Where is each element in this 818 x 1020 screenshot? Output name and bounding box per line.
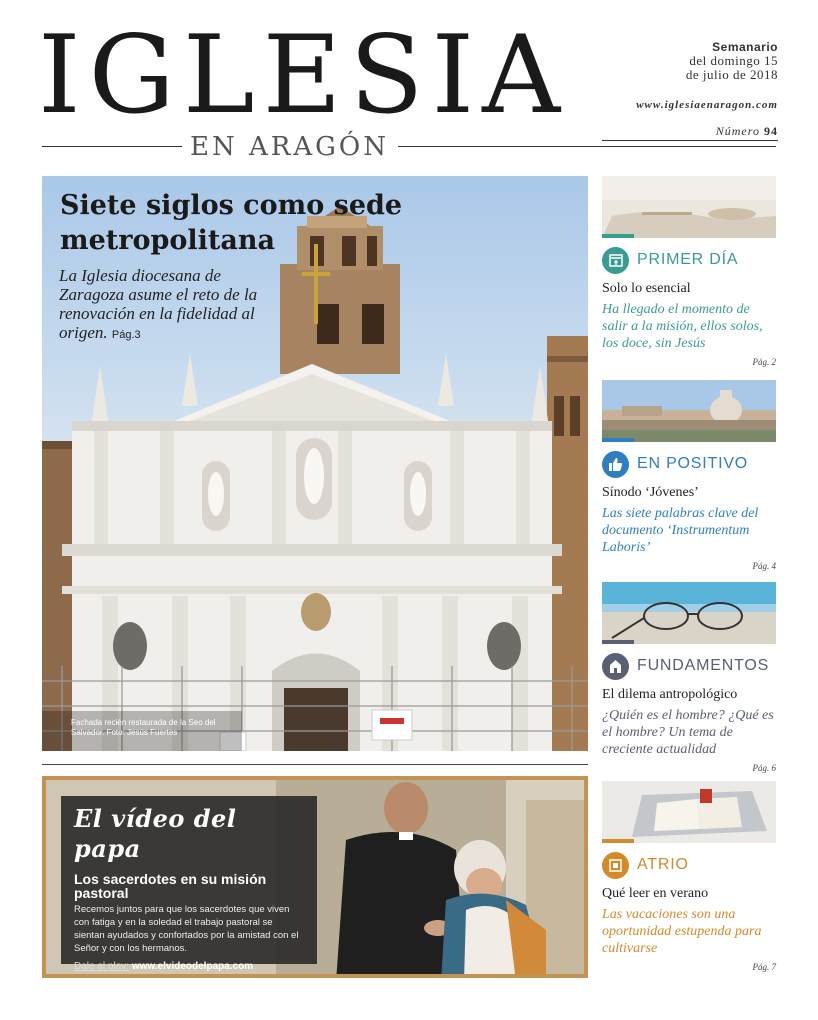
sidebar-section-title: ATRIO <box>637 856 689 873</box>
papa-title: El vídeo del papa <box>74 804 237 863</box>
cover-story[interactable] <box>42 176 588 751</box>
sidebar-item-en-positivo[interactable] <box>602 380 776 571</box>
papa-headline: Los sacerdotes en su misión pastoral <box>74 871 267 901</box>
sidebar-kicker: Solo lo esencial <box>602 281 691 296</box>
sidebar-dek[interactable]: Las vacaciones son una oportunidad estupenda para cultivarse <box>602 907 762 956</box>
issue-date-line1: del domingo 15 <box>689 53 778 68</box>
sidebar-thumbnail <box>602 176 776 238</box>
masthead-title: IGLESIA <box>38 13 569 138</box>
papa-play-label: Dale al play: <box>74 961 130 972</box>
sidebar-header <box>602 450 776 478</box>
cover-lede <box>59 266 259 345</box>
church-icon <box>602 653 629 680</box>
issue-number-label: Número <box>715 124 760 138</box>
sidebar-kicker: Sínodo ‘Jóvenes’ <box>602 485 699 500</box>
papa-play-link[interactable]: www.elvideodelpapa.com <box>131 961 254 972</box>
sidebar-page-ref: Pág. 6 <box>752 763 776 773</box>
issue-info <box>636 40 778 111</box>
sidebar-header <box>602 246 776 274</box>
sidebar-kicker: Qué leer en verano <box>602 886 709 901</box>
masthead-subtitle: EN ARAGÓN <box>190 132 389 162</box>
issue-number <box>716 124 778 139</box>
sidebar-tab-accent <box>602 839 634 843</box>
thumbs-up-icon <box>602 451 629 478</box>
masthead-subtitle-row <box>42 132 776 162</box>
sidebar-page-ref: Pág. 2 <box>752 357 776 367</box>
sidebar-page-ref: Pág. 7 <box>752 962 776 972</box>
website-link[interactable]: www.iglesiaenaragon.com <box>636 99 778 111</box>
masthead-rule-left <box>42 146 182 147</box>
photo-caption: Fachada recién restaurada de la Seo del Salvador. Foto: Jesús Fuertes <box>71 718 216 737</box>
masthead-rule-right <box>398 146 776 147</box>
papa-video-promo[interactable] <box>42 776 588 978</box>
sidebar-page-ref: Pág. 4 <box>752 561 776 571</box>
sidebar-dek[interactable]: Ha llegado el momento de salir a la misión, ellos solos, los doce, sin Jesús <box>602 302 763 351</box>
sidebar-thumbnail <box>602 781 776 843</box>
papa-play <box>74 961 304 972</box>
issue-number-value: 94 <box>764 124 778 138</box>
cover-rule <box>42 764 588 765</box>
sidebar-kicker: El dilema antropológico <box>602 687 738 702</box>
cover-headline[interactable]: Siete siglos como sede metropolitana <box>60 190 403 256</box>
sidebar-dek[interactable]: ¿Quién es el hombre? ¿Qué es el hombre? Un tema de creciente actualidad <box>602 708 774 757</box>
sidebar-thumbnail <box>602 582 776 644</box>
sidebar-dek[interactable]: Las siete palabras clave del documento ‘Instrumentum Laboris’ <box>602 506 759 555</box>
frame-icon <box>602 852 629 879</box>
sidebar-tab-accent <box>602 640 634 644</box>
papa-text-box <box>61 796 317 972</box>
sidebar-item-primer-dia[interactable] <box>602 176 776 367</box>
sidebar-section-title: FUNDAMENTOS <box>637 657 770 674</box>
cover-page-ref: Pág.3 <box>111 329 141 341</box>
sidebar-tab-accent <box>602 234 634 238</box>
sidebar-header <box>602 652 776 680</box>
issue-divider <box>602 140 778 141</box>
sidebar-item-atrio[interactable] <box>602 781 776 972</box>
sidebar-header <box>602 851 776 879</box>
cover-lede-text: La Iglesia diocesana de Zaragoza asume el reto de la renovación en la fidelidad al origen. <box>59 266 258 342</box>
cathedral-photo <box>42 176 588 751</box>
papa-body: Recemos juntos para que los sacerdotes que viven con fatiga y en la soledad el trabajo pastoral se sientan ayudados y confortados por la amistad con el Señor y con los hermanos. <box>74 904 299 954</box>
sidebar-thumbnail <box>602 380 776 442</box>
sidebar-section-title: PRIMER DÍA <box>637 251 739 268</box>
calendar-icon <box>602 247 629 274</box>
issue-frequency: Semanario <box>712 40 778 54</box>
sidebar-tab-accent <box>602 438 634 442</box>
issue-date-line2: de julio de 2018 <box>685 67 778 82</box>
sidebar-section-title: EN POSITIVO <box>637 455 749 472</box>
sidebar-item-fundamentos[interactable] <box>602 582 776 773</box>
